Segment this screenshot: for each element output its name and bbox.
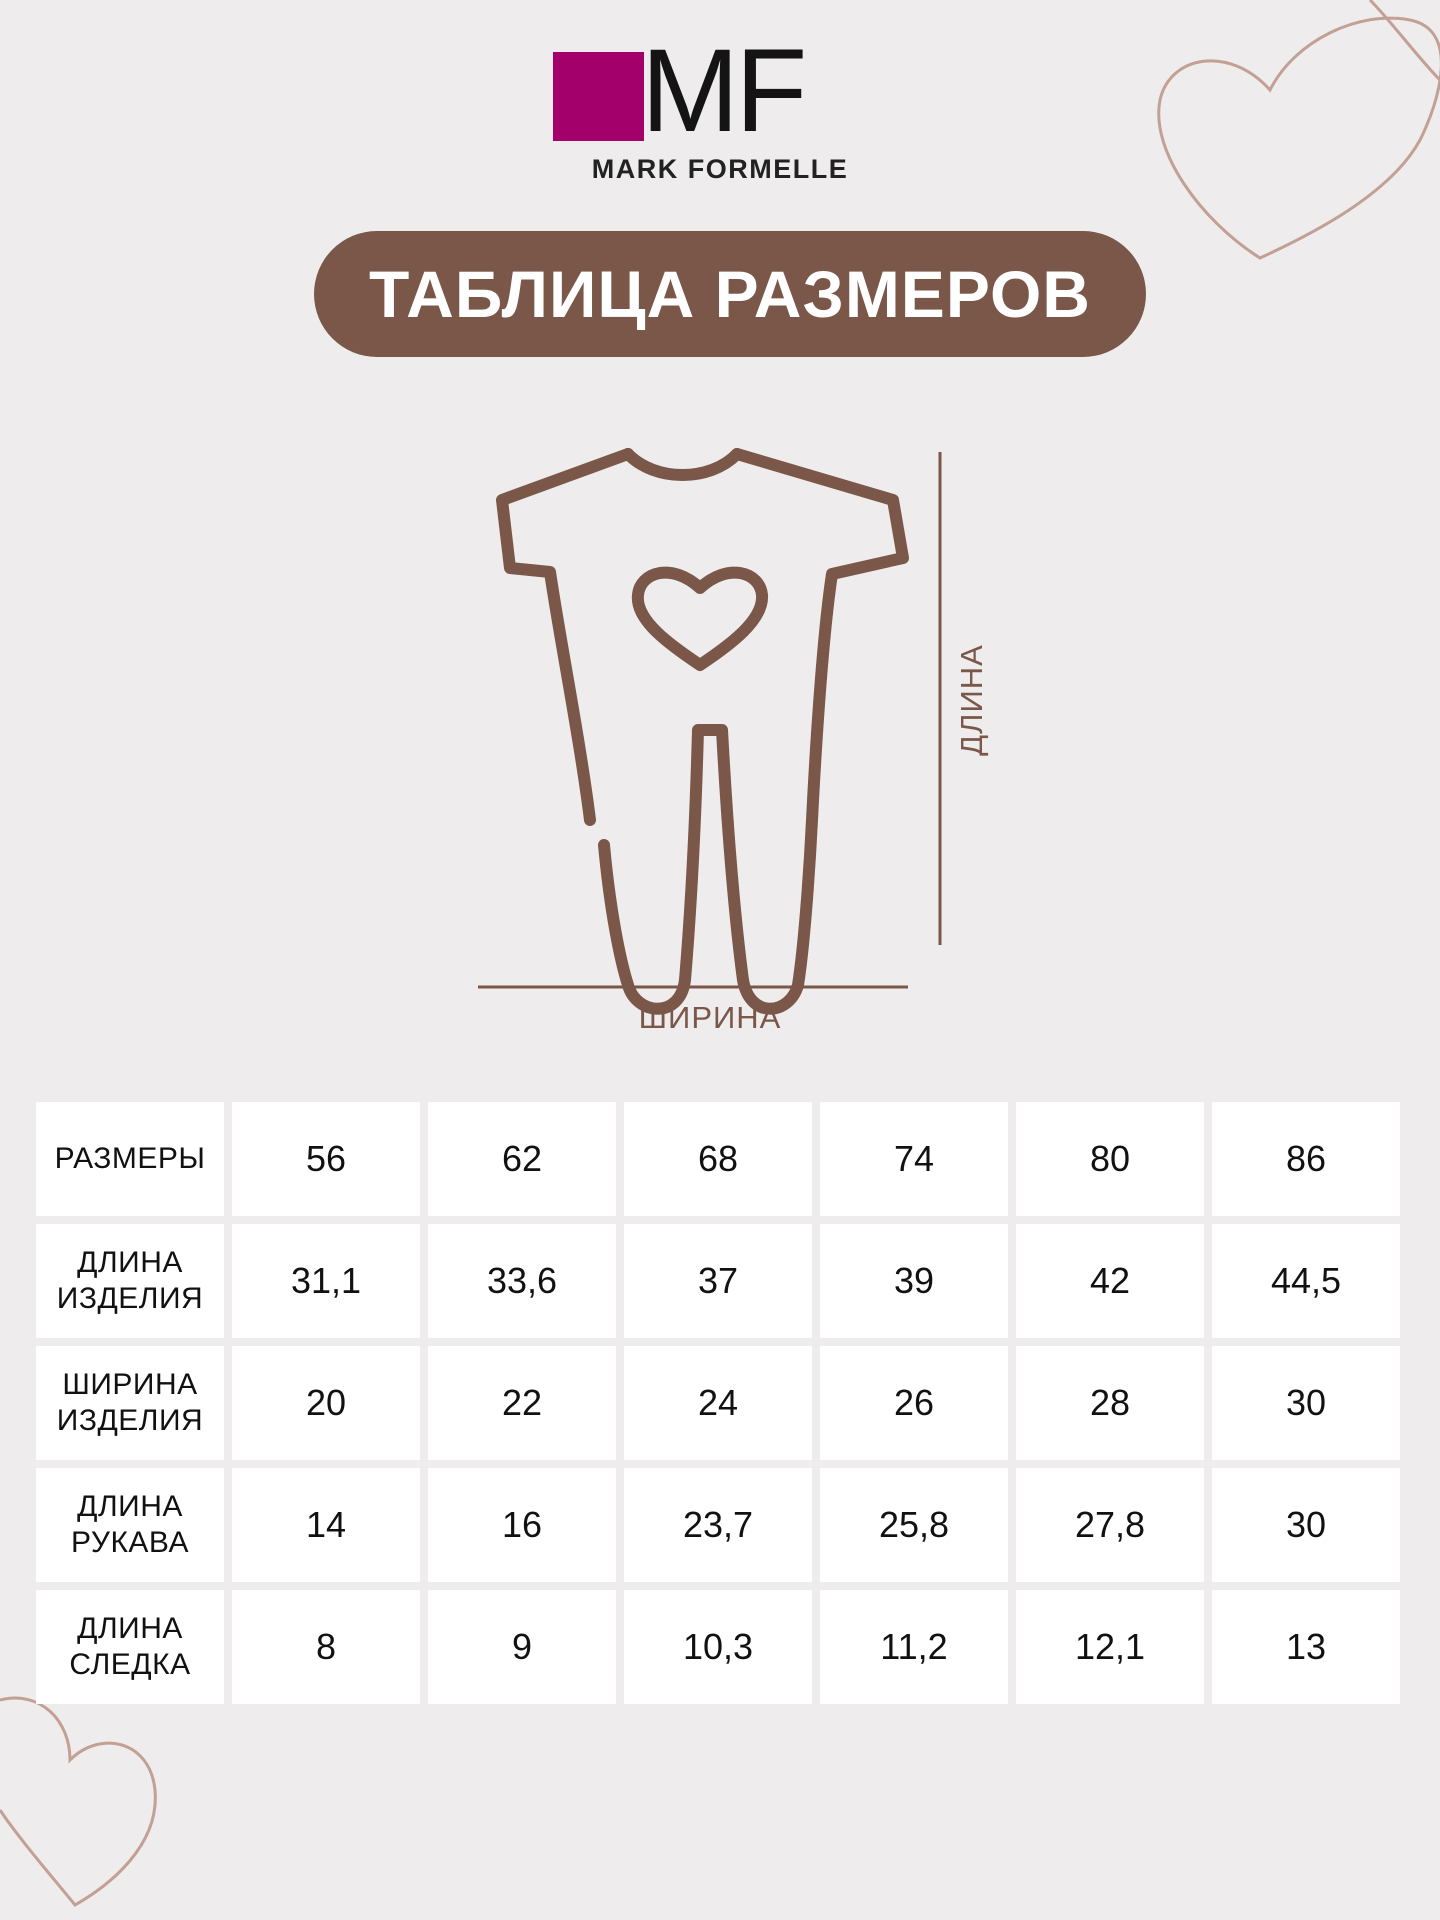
table-cell: 27,8 xyxy=(1016,1468,1204,1582)
table-cell: 10,3 xyxy=(624,1590,812,1704)
table-cell: 12,1 xyxy=(1016,1590,1204,1704)
row-header-line: ИЗДЕЛИЯ xyxy=(56,1282,204,1315)
logo-letters: MF xyxy=(641,25,804,157)
row-header-line: ДЛИНА xyxy=(77,1490,183,1523)
table-cell: 37 xyxy=(624,1224,812,1338)
row-header-line: ШИРИНА xyxy=(62,1368,198,1401)
table-cell: 9 xyxy=(428,1590,616,1704)
decorative-heart-top-right-icon xyxy=(1120,0,1440,270)
row-header-foot-length xyxy=(36,1590,224,1704)
table-cell: 68 xyxy=(624,1102,812,1216)
table-cell: 33,6 xyxy=(428,1224,616,1338)
row-header-line: ДЛИНА xyxy=(77,1246,183,1279)
table-cell: 31,1 xyxy=(232,1224,420,1338)
table-row xyxy=(36,1102,1404,1216)
table-cell: 39 xyxy=(820,1224,1008,1338)
brand-name: MARK FORMELLE xyxy=(591,154,849,184)
logo-accent-square xyxy=(553,52,644,141)
table-cell: 13 xyxy=(1212,1590,1400,1704)
decorative-heart-bottom-left-icon xyxy=(0,1680,180,1920)
table-row xyxy=(36,1468,1404,1582)
row-header-line: СЛЕДКА xyxy=(69,1648,191,1681)
row-header-sizes xyxy=(36,1102,224,1216)
row-header-line: ИЗДЕЛИЯ xyxy=(56,1404,204,1437)
table-cell: 30 xyxy=(1212,1468,1400,1582)
row-header-line: ДЛИНА xyxy=(77,1612,183,1645)
baby-sleepsuit-with-heart-icon xyxy=(460,440,1020,1040)
table-row xyxy=(36,1590,1404,1704)
table-cell: 22 xyxy=(428,1346,616,1460)
table-cell: 23,7 xyxy=(624,1468,812,1582)
table-cell: 11,2 xyxy=(820,1590,1008,1704)
page-title-pill xyxy=(314,231,1146,357)
brand-logo xyxy=(553,25,887,190)
table-cell: 44,5 xyxy=(1212,1224,1400,1338)
table-cell: 8 xyxy=(232,1590,420,1704)
page-title: ТАБЛИЦА РАЗМЕРОВ xyxy=(369,257,1091,331)
table-cell: 20 xyxy=(232,1346,420,1460)
table-cell: 24 xyxy=(624,1346,812,1460)
length-label-text: ДЛИНА xyxy=(954,644,989,756)
table-cell: 86 xyxy=(1212,1102,1400,1216)
row-header-line: РУКАВА xyxy=(71,1526,189,1559)
table-cell: 56 xyxy=(232,1102,420,1216)
table-cell: 25,8 xyxy=(820,1468,1008,1582)
table-cell: 14 xyxy=(232,1468,420,1582)
table-cell: 30 xyxy=(1212,1346,1400,1460)
table-cell: 28 xyxy=(1016,1346,1204,1460)
table-cell: 26 xyxy=(820,1346,1008,1460)
table-cell: 80 xyxy=(1016,1102,1204,1216)
row-header-line: РАЗМЕРЫ xyxy=(54,1142,206,1175)
table-cell: 62 xyxy=(428,1102,616,1216)
row-header-item-width xyxy=(36,1346,224,1460)
table-cell: 74 xyxy=(820,1102,1008,1216)
table-row xyxy=(36,1224,1404,1338)
width-dimension-label: ШИРИНА xyxy=(638,1000,782,1035)
row-header-item-length xyxy=(36,1224,224,1338)
table-cell: 42 xyxy=(1016,1224,1204,1338)
table-cell: 16 xyxy=(428,1468,616,1582)
table-row xyxy=(36,1346,1404,1460)
row-header-sleeve-length xyxy=(36,1468,224,1582)
